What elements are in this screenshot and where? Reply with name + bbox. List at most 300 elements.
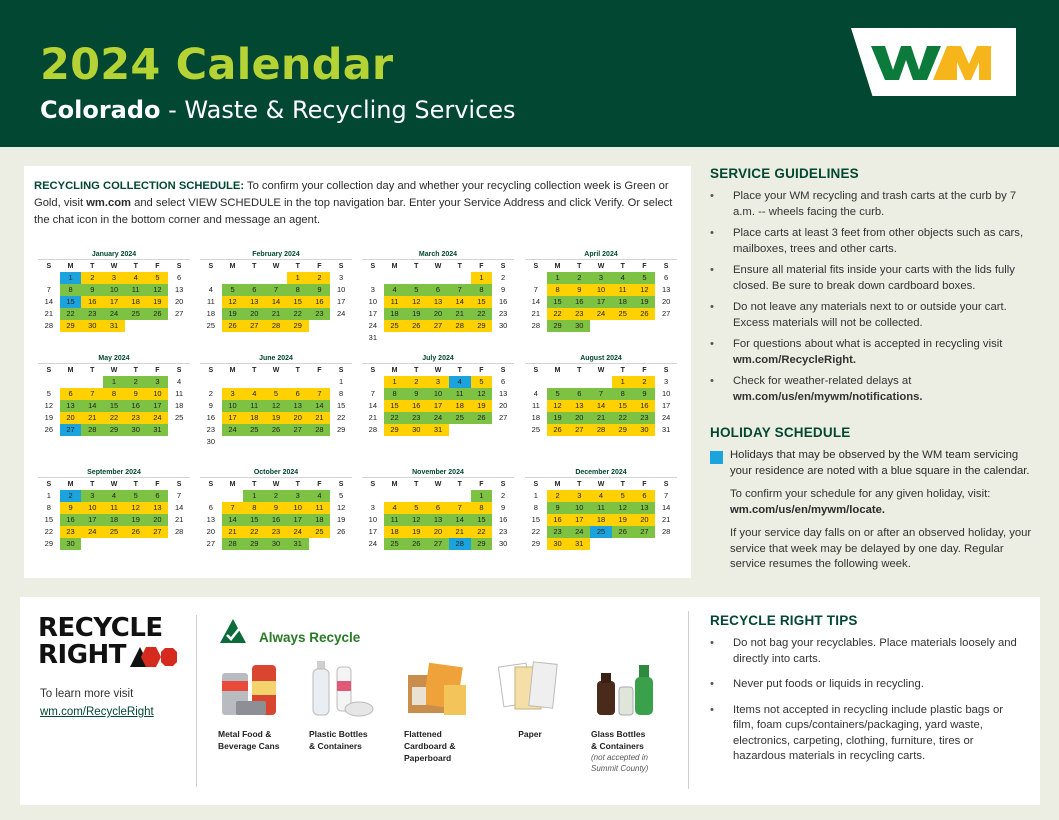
day-cell: 12 [44, 401, 54, 410]
day-cell: 20 [206, 527, 216, 536]
weekday-header: W [272, 263, 280, 270]
day-cell: 30 [634, 424, 656, 436]
weekday-header: F [479, 367, 484, 374]
month-title: April 2024 [525, 249, 677, 260]
month-grid [362, 479, 514, 550]
weekday-header: T [252, 481, 257, 488]
weekday-header: S [370, 263, 376, 270]
day-cell: 31 [568, 538, 590, 550]
metal-cans-icon [218, 659, 286, 719]
month-title: January 2024 [38, 249, 190, 260]
calendar-panel [24, 166, 691, 578]
month-calendar [200, 353, 352, 448]
recycling-schedule-intro [34, 178, 679, 229]
day-cell: 22 [547, 308, 569, 320]
day-cell: 2 [634, 376, 656, 388]
day-cell: 9 [60, 502, 82, 514]
empty-day-cell [547, 376, 569, 388]
guideline-text: For questions about what is accepted in recycling visit [733, 338, 1003, 350]
day-cell: 27 [243, 320, 265, 332]
day-cell: 12 [612, 502, 634, 514]
day-cell: 22 [612, 412, 634, 424]
day-cell: 21 [44, 309, 54, 318]
recycle-right-logo-line2: RIGHT [38, 640, 127, 670]
day-cell: 10 [147, 388, 169, 400]
weekday-header: S [176, 481, 182, 488]
day-cell: 24 [427, 412, 449, 424]
day-cell: 18 [612, 296, 634, 308]
day-cell: 11 [243, 400, 265, 412]
day-cell: 16 [309, 296, 331, 308]
weekday-header: F [642, 367, 647, 374]
day-cell: 20 [287, 412, 309, 424]
intro-site-link[interactable]: wm.com [86, 197, 131, 209]
day-cell: 23 [265, 526, 287, 538]
day-cell: 31 [427, 424, 449, 436]
day-cell: 13 [661, 285, 671, 294]
day-cell: 27 [427, 320, 449, 332]
day-cell: 28 [368, 425, 378, 434]
day-cell: 5 [339, 491, 344, 500]
weekday-header: S [176, 263, 182, 270]
weekday-header: M [229, 481, 236, 488]
weekday-header: T [620, 481, 625, 488]
weekday-header: T [414, 367, 419, 374]
day-cell: 10 [81, 502, 103, 514]
day-cell: 28 [449, 320, 471, 332]
day-cell: 21 [661, 515, 671, 524]
day-cell: 19 [634, 296, 656, 308]
month-title: October 2024 [200, 467, 352, 478]
weekday-header: M [554, 367, 561, 374]
day-cell: 22 [471, 526, 493, 538]
day-cell: 30 [60, 538, 82, 550]
day-cell: 29 [471, 538, 493, 550]
notifications-link[interactable]: wm.com/us/en/mywm/notifications. [733, 390, 923, 403]
holiday-schedule-heading: HOLIDAY SCHEDULE [710, 425, 851, 440]
subtitle-state: Colorado [40, 96, 161, 124]
day-cell: 1 [46, 491, 51, 500]
day-cell: 8 [46, 503, 51, 512]
day-cell: 12 [634, 284, 656, 296]
day-cell: 18 [243, 412, 265, 424]
item-caption-line: Cardboard & [404, 741, 456, 751]
intro-part2: and select VIEW SCHEDULE in the top navigation bar. Enter your Service Address and click Verify. Or select the chat icon in the bottom corner and message an agent. [34, 197, 673, 226]
day-cell: 8 [547, 284, 569, 296]
day-cell: 22 [287, 308, 309, 320]
day-cell: 23 [568, 308, 590, 320]
month-grid [525, 365, 677, 436]
weekday-header: W [272, 367, 280, 374]
month-title: November 2024 [362, 467, 514, 478]
weekday-header: T [577, 263, 582, 270]
day-cell: 13 [498, 389, 508, 398]
weekday-header: T [295, 263, 300, 270]
day-cell: 23 [634, 412, 656, 424]
day-cell: 3 [568, 490, 590, 502]
day-cell: 28 [449, 538, 471, 550]
day-cell: 1 [612, 376, 634, 388]
day-cell: 26 [634, 308, 656, 320]
empty-day-cell [405, 272, 427, 284]
day-cell: 4 [384, 284, 406, 296]
day-cell: 13 [243, 296, 265, 308]
day-cell: 22 [384, 412, 406, 424]
holiday-confirm-text: To confirm your schedule for any given holiday, visit: [730, 488, 991, 500]
weekday-header: W [272, 481, 280, 488]
weekday-header: W [597, 263, 605, 270]
day-cell: 4 [208, 285, 213, 294]
weekday-header: M [391, 367, 398, 374]
tip-item: • Never put foods or liquids in recycling. [710, 677, 1020, 693]
tip-item: • Items not accepted in recycling include plastic bags or film, foam cups/containers/packaging, yard waste, electronics, carpeting, clothing, furniture, tires or hazardous materials in recycling carts. [710, 703, 1020, 765]
day-cell: 3 [103, 272, 125, 284]
day-cell: 25 [103, 526, 125, 538]
day-cell: 29 [384, 424, 406, 436]
day-cell: 7 [46, 285, 51, 294]
day-cell: 2 [125, 376, 147, 388]
day-cell: 6 [501, 377, 506, 386]
day-cell: 22 [103, 412, 125, 424]
day-cell: 28 [531, 321, 541, 330]
day-cell: 14 [531, 297, 541, 306]
day-cell: 17 [661, 401, 671, 410]
day-cell: 30 [206, 437, 216, 446]
day-cell: 23 [498, 527, 508, 536]
weekday-header: S [533, 263, 539, 270]
day-cell: 23 [206, 425, 216, 434]
day-cell: 1 [471, 272, 493, 284]
day-cell: 25 [384, 320, 406, 332]
weekday-header: S [46, 481, 52, 488]
locate-link[interactable]: wm.com/us/en/mywm/locate. [730, 503, 886, 516]
day-cell: 25 [449, 412, 471, 424]
day-cell: 2 [309, 272, 331, 284]
weekday-header: F [155, 367, 160, 374]
day-cell: 12 [265, 400, 287, 412]
day-cell: 18 [309, 514, 331, 526]
day-cell: 5 [46, 389, 51, 398]
empty-day-cell [362, 376, 384, 388]
day-cell: 29 [287, 320, 309, 332]
day-cell: 24 [568, 526, 590, 538]
empty-day-cell [449, 490, 471, 502]
wm-logo-icon [869, 42, 994, 84]
month-grid [38, 261, 190, 332]
day-cell: 18 [174, 401, 184, 410]
empty-day-cell [427, 490, 449, 502]
day-cell: 20 [147, 514, 169, 526]
day-cell: 29 [243, 538, 265, 550]
day-cell: 20 [174, 297, 184, 306]
day-cell: 7 [265, 284, 287, 296]
day-cell: 16 [547, 514, 569, 526]
month-grid [362, 261, 514, 344]
day-cell: 18 [206, 309, 216, 318]
day-cell: 10 [287, 502, 309, 514]
day-cell: 1 [287, 272, 309, 284]
weekday-header: F [479, 263, 484, 270]
day-cell: 29 [60, 320, 82, 332]
empty-day-cell [427, 272, 449, 284]
day-cell: 10 [222, 400, 244, 412]
day-cell: 7 [370, 389, 375, 398]
page-title: 2024 Calendar [40, 40, 394, 90]
weekday-header: W [434, 263, 442, 270]
day-cell: 11 [590, 502, 612, 514]
recycle-item-glass [591, 659, 683, 774]
item-caption-line: Beverage Cans [218, 741, 280, 751]
day-cell: 16 [265, 514, 287, 526]
day-cell: 21 [449, 526, 471, 538]
day-cell: 4 [449, 376, 471, 388]
day-cell: 27 [661, 309, 671, 318]
day-cell: 1 [243, 490, 265, 502]
day-cell: 16 [405, 400, 427, 412]
day-cell: 18 [103, 514, 125, 526]
weekday-header: S [533, 481, 539, 488]
day-cell: 25 [174, 413, 184, 422]
weekday-header: T [414, 263, 419, 270]
empty-day-cell [60, 376, 82, 388]
day-cell: 27 [427, 538, 449, 550]
day-cell: 27 [634, 526, 656, 538]
weekday-header: F [155, 263, 160, 270]
day-cell: 22 [243, 526, 265, 538]
day-cell: 6 [243, 284, 265, 296]
day-cell: 22 [471, 308, 493, 320]
day-cell: 4 [384, 502, 406, 514]
item-caption-line: Glass Bottles [591, 729, 646, 739]
weekday-header: W [597, 481, 605, 488]
day-cell: 26 [471, 412, 493, 424]
day-cell: 28 [222, 538, 244, 550]
day-cell: 28 [590, 424, 612, 436]
day-cell: 16 [634, 400, 656, 412]
day-cell: 25 [309, 526, 331, 538]
day-cell: 6 [634, 490, 656, 502]
day-cell: 17 [368, 309, 378, 318]
empty-day-cell [362, 490, 384, 502]
weekday-header: S [338, 263, 344, 270]
day-cell: 11 [449, 388, 471, 400]
day-cell: 15 [44, 515, 54, 524]
day-cell: 23 [60, 526, 82, 538]
day-cell: 13 [287, 400, 309, 412]
month-title: February 2024 [200, 249, 352, 260]
item-caption [591, 728, 683, 752]
weekday-header: M [67, 367, 74, 374]
recycle-right-logo [38, 615, 180, 669]
weekday-header: S [338, 481, 344, 488]
day-cell: 21 [309, 412, 331, 424]
weekday-header: S [176, 367, 182, 374]
day-cell: 24 [368, 321, 378, 330]
day-cell: 21 [531, 309, 541, 318]
day-cell: 14 [368, 401, 378, 410]
day-cell: 3 [590, 272, 612, 284]
item-note-line: (not accepted in [591, 753, 648, 762]
day-cell: 14 [44, 297, 54, 306]
month-grid [525, 261, 677, 332]
day-cell: 22 [44, 527, 54, 536]
tip-item: • Do not bag your recyclables. Place materials loosely and directly into carts. [710, 636, 1020, 667]
day-cell: 19 [44, 413, 54, 422]
weekday-header: W [110, 481, 118, 488]
day-cell: 9 [81, 284, 103, 296]
weekday-header: M [554, 263, 561, 270]
weekday-header: T [90, 481, 95, 488]
day-cell: 4 [125, 272, 147, 284]
month-title: July 2024 [362, 353, 514, 364]
day-cell: 2 [81, 272, 103, 284]
day-cell: 15 [103, 400, 125, 412]
recycle-right-link[interactable]: wm.com/RecycleRight. [733, 353, 857, 366]
day-cell: 26 [405, 320, 427, 332]
paper-icon [495, 659, 563, 719]
month-calendar [38, 353, 190, 436]
item-caption-line: Metal Food & [218, 729, 272, 739]
service-guidelines-heading: SERVICE GUIDELINES [710, 166, 859, 181]
day-cell: 2 [405, 376, 427, 388]
empty-day-cell [384, 490, 406, 502]
day-cell: 20 [60, 412, 82, 424]
empty-day-cell [449, 272, 471, 284]
day-cell: 12 [222, 296, 244, 308]
day-cell: 6 [664, 273, 669, 282]
weekday-header: M [391, 481, 398, 488]
day-cell: 15 [384, 400, 406, 412]
empty-day-cell [222, 376, 244, 388]
day-cell: 19 [405, 308, 427, 320]
empty-day-cell [222, 272, 244, 284]
day-cell: 7 [533, 285, 538, 294]
plastic-bottles-icon [309, 659, 377, 719]
day-cell: 27 [568, 424, 590, 436]
weekday-header: T [295, 367, 300, 374]
weekday-header: T [457, 367, 462, 374]
day-cell: 4 [103, 490, 125, 502]
day-cell: 30 [498, 321, 508, 330]
recycle-item-cardboard [404, 659, 496, 764]
wm-logo [851, 28, 1016, 96]
day-cell: 10 [368, 515, 378, 524]
day-cell: 11 [531, 401, 540, 410]
day-cell: 15 [287, 296, 309, 308]
day-cell: 18 [531, 413, 541, 422]
cardboard-icon [404, 659, 472, 719]
day-cell: 29 [471, 320, 493, 332]
day-cell: 18 [449, 400, 471, 412]
day-cell: 14 [590, 400, 612, 412]
weekday-header: F [317, 263, 322, 270]
recycle-item-paper [495, 659, 587, 740]
day-cell: 9 [568, 284, 590, 296]
weekday-header: T [577, 481, 582, 488]
item-caption [218, 728, 310, 752]
weekday-header: T [252, 263, 257, 270]
day-cell: 4 [590, 490, 612, 502]
empty-day-cell [568, 376, 590, 388]
day-cell: 11 [384, 296, 406, 308]
recycle-item-plastic [309, 659, 401, 752]
holiday-confirm [710, 487, 1040, 518]
day-cell: 24 [590, 308, 612, 320]
day-cell: 12 [405, 296, 427, 308]
day-cell: 9 [309, 284, 331, 296]
weekday-header: S [208, 481, 214, 488]
recycle-right-url-link[interactable]: wm.com/RecycleRight [40, 706, 154, 718]
weekday-header: S [46, 263, 52, 270]
day-cell: 4 [612, 272, 634, 284]
empty-day-cell [38, 272, 60, 284]
item-caption [404, 728, 496, 764]
day-cell: 19 [125, 514, 147, 526]
empty-day-cell [590, 376, 612, 388]
day-cell: 5 [265, 388, 287, 400]
day-cell: 16 [568, 296, 590, 308]
day-cell: 23 [547, 526, 569, 538]
day-cell: 7 [449, 502, 471, 514]
day-cell: 10 [661, 389, 671, 398]
item-caption-line: & Containers [591, 741, 644, 751]
day-cell: 9 [501, 503, 506, 512]
holiday-legend [710, 448, 1040, 479]
weekday-header: W [110, 367, 118, 374]
always-recycle-label: Always Recycle [259, 630, 361, 645]
tips-list [710, 636, 1020, 765]
day-cell: 20 [427, 308, 449, 320]
month-calendar [200, 467, 352, 550]
month-grid [525, 479, 677, 550]
weekday-header: S [338, 367, 344, 374]
empty-day-cell [525, 376, 547, 388]
day-cell: 14 [222, 514, 244, 526]
weekday-header: M [67, 481, 74, 488]
day-cell: 6 [287, 388, 309, 400]
month-grid [200, 479, 352, 550]
day-cell: 2 [501, 491, 506, 500]
day-cell: 23 [309, 308, 331, 320]
day-cell: 10 [336, 285, 346, 294]
learn-more-text: To learn more visit [40, 688, 134, 700]
day-cell: 24 [222, 424, 244, 436]
day-cell: 30 [125, 424, 147, 436]
weekday-header: W [597, 367, 605, 374]
month-title: December 2024 [525, 467, 677, 478]
month-calendar [38, 467, 190, 550]
day-cell: 25 [243, 424, 265, 436]
day-cell: 25 [384, 538, 406, 550]
day-cell: 17 [222, 412, 244, 424]
day-cell: 19 [336, 515, 346, 524]
day-cell: 31 [661, 425, 671, 434]
empty-day-cell [265, 376, 287, 388]
item-caption: Paper [518, 729, 542, 739]
weekday-header: M [229, 263, 236, 270]
day-cell: 3 [339, 273, 344, 282]
day-cell: 15 [471, 514, 493, 526]
item-note-line: Summit County) [591, 764, 649, 773]
day-cell: 6 [427, 284, 449, 296]
month-grid [38, 479, 190, 550]
recycle-item-cans [218, 659, 310, 752]
glass-bottles-icon [591, 659, 659, 719]
item-caption [309, 728, 401, 752]
guideline-item: • Ensure all material fits inside your carts with the lids fully closed. Be sure to break down cardboard boxes. [710, 263, 1040, 294]
weekday-header: T [414, 481, 419, 488]
day-cell: 27 [147, 526, 169, 538]
